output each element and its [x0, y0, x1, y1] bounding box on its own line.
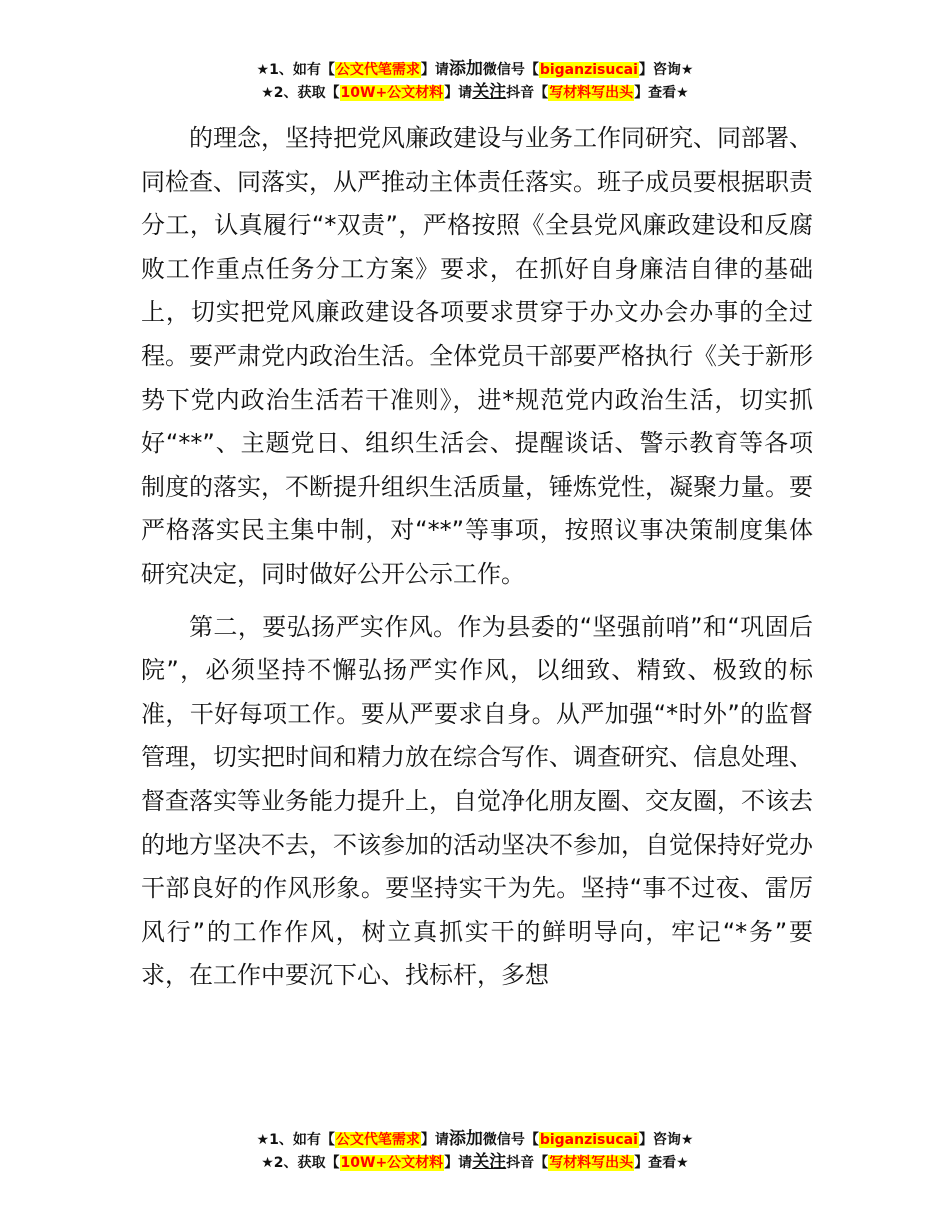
header-banner-line-2	[0, 81, 950, 104]
highlight-service: 公文代笔需求	[335, 1132, 420, 1148]
highlight-wechat-id: biganzisucai	[539, 62, 638, 78]
banner-emphasis: 添加	[448, 1129, 483, 1149]
banner-text: ★2、获取【	[261, 1155, 340, 1171]
header-banner	[0, 58, 950, 104]
banner-text: 】查看★	[634, 1155, 689, 1171]
highlight-materials: 10W+公文材料	[340, 1155, 444, 1171]
body-paragraph-2: 第二，要弘扬严实作风。作为县委的“坚强前哨”和“巩固后院”，必须坚持不懈弘扬严实作风，以细致、精致、极致的标准，干好每项工作。要从严要求自身。从严加强“*时外”的监督管理，切实把时间和精力放在综合写作、调查研究、信息处理、督查落实等业务能力提升上，自觉净化朋友圈、交友圈，不该去的地方坚决不去，不该参加的活动坚决不参加，自觉保持好党办干部良好的作风形象。要坚持实干为先。坚持“事不过夜、雷厉风行”的工作作风，树立真抓实干的鲜明导向，牢记“*务”要求，在工作中要沉下心、找标杆，多想	[141, 612, 813, 990]
footer-banner	[0, 1128, 950, 1174]
banner-emphasis: 关注	[472, 82, 507, 102]
body-paragraph-1: 的理念，坚持把党风廉政建设与业务工作同研究、同部署、同检查、同落实，从严推动主体责任落实。班子成员要根据职责分工，认真履行“*双责”，严格按照《全县党风廉政建设和反腐败工作重点任务分工方案》要求，在抓好自身廉洁自律的基础上，切实把党风廉政建设各项要求贯穿于办文办会办事的全过程。要严肃党内政治生活。全体党员干部要严格执行《关于新形势下党内政治生活若干准则》，进*规范党内政治生活，切实抓好“**”、主题党日、组织生活会、提醒谈话、警示教育等各项制度的落实，不断提升组织生活质量，锤炼党性，凝聚力量。要严格落实民主集中制，对“**”等事项，按照议事决策制度集体研究决定，同时做好公开公示工作。	[141, 124, 813, 588]
banner-text: ★1、如有【	[256, 1132, 335, 1148]
banner-text: 抖音【	[506, 85, 549, 101]
header-banner-line-1	[0, 58, 950, 81]
highlight-wechat-id: biganzisucai	[539, 1132, 638, 1148]
banner-text: 】请	[444, 1155, 473, 1171]
banner-text: 】请	[420, 62, 449, 78]
highlight-douyin-account: 写材料写出头	[549, 85, 634, 101]
banner-text: ★2、获取【	[261, 85, 340, 101]
banner-text: 】请	[444, 85, 473, 101]
highlight-materials: 10W+公文材料	[340, 85, 444, 101]
banner-text: 】咨询★	[638, 1132, 694, 1148]
banner-emphasis: 添加	[448, 59, 483, 79]
footer-banner-line-2	[0, 1151, 950, 1174]
highlight-service: 公文代笔需求	[335, 62, 420, 78]
banner-text: 】咨询★	[638, 62, 694, 78]
footer-banner-line-1	[0, 1128, 950, 1151]
banner-text: 】请	[420, 1132, 449, 1148]
document-body	[141, 117, 813, 998]
highlight-douyin-account: 写材料写出头	[549, 1155, 634, 1171]
banner-text: 抖音【	[506, 1155, 549, 1171]
banner-text: ★1、如有【	[256, 62, 335, 78]
banner-emphasis: 关注	[472, 1152, 507, 1172]
banner-text: 微信号【	[482, 62, 539, 78]
banner-text: 】查看★	[634, 85, 689, 101]
banner-text: 微信号【	[482, 1132, 539, 1148]
